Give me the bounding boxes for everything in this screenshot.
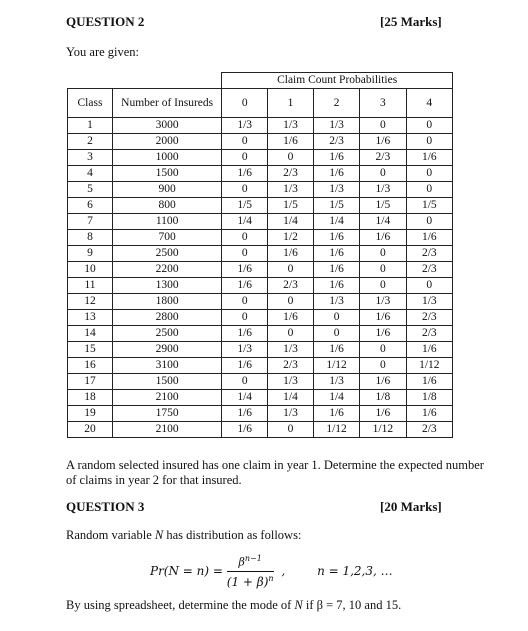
- question-3-marks: [20 Marks]: [380, 499, 442, 514]
- intro-suffix: has distribution as follows:: [163, 528, 302, 542]
- formula-denominator: [227, 572, 274, 589]
- question-2-title: QUESTION 2: [66, 14, 145, 29]
- probability-cell: 1/6: [406, 230, 452, 246]
- probability-cell: 0: [268, 262, 314, 278]
- insureds-cell: 2500: [112, 326, 221, 342]
- claim-count-header: 2: [313, 89, 359, 118]
- insureds-cell: 1500: [112, 166, 221, 182]
- probability-cell: 1/3: [268, 342, 314, 358]
- probability-cell: 0: [268, 326, 314, 342]
- numerator-exponent: n−1: [244, 554, 262, 563]
- class-cell: 15: [68, 342, 113, 358]
- probability-cell: 1/4: [268, 390, 314, 406]
- insureds-cell: 1500: [112, 374, 221, 390]
- probability-cell: 0: [360, 358, 406, 374]
- insureds-cell: 3000: [112, 118, 221, 134]
- question-3-intro: [66, 528, 301, 543]
- probability-cell: 1/6: [406, 406, 452, 422]
- probability-cell: 2/3: [406, 246, 452, 262]
- probability-cell: 1/4: [313, 214, 359, 230]
- probability-cell: 0: [360, 118, 406, 134]
- table-column-header-row: [68, 89, 453, 118]
- probability-cell: 0: [406, 278, 452, 294]
- insureds-cell: 900: [112, 182, 221, 198]
- probability-cell: 2/3: [406, 310, 452, 326]
- table-row: [68, 214, 453, 230]
- claim-count-header: 1: [268, 89, 314, 118]
- table-row: [68, 118, 453, 134]
- probability-cell: 1/2: [268, 230, 314, 246]
- probability-cell: 1/6: [406, 150, 452, 166]
- probability-cell: 1/3: [313, 374, 359, 390]
- probability-cell: 1/3: [360, 294, 406, 310]
- probability-cell: 0: [268, 150, 314, 166]
- probability-cell: 2/3: [268, 278, 314, 294]
- table-row: [68, 374, 453, 390]
- probability-cell: 1/3: [268, 374, 314, 390]
- table-row: [68, 150, 453, 166]
- probability-cell: 2/3: [406, 326, 452, 342]
- table-row: [68, 198, 453, 214]
- table-row: [68, 230, 453, 246]
- task-variable: N: [294, 598, 303, 612]
- probability-cell: 0: [222, 374, 268, 390]
- class-cell: 19: [68, 406, 113, 422]
- probability-cell: 1/6: [268, 134, 314, 150]
- class-cell: 8: [68, 230, 113, 246]
- probability-cell: 1/6: [360, 374, 406, 390]
- probability-cell: 0: [406, 214, 452, 230]
- probability-cell: 1/4: [222, 390, 268, 406]
- class-cell: 5: [68, 182, 113, 198]
- probability-cell: 0: [222, 150, 268, 166]
- probability-cell: 1/5: [360, 198, 406, 214]
- claim-count-table-body: [68, 118, 453, 438]
- insureds-cell: 700: [112, 230, 221, 246]
- probability-cell: 2/3: [360, 150, 406, 166]
- probability-cell: 1/3: [313, 182, 359, 198]
- table-group-header-row: [68, 73, 453, 89]
- class-cell: 12: [68, 294, 113, 310]
- probability-cell: 1/6: [313, 406, 359, 422]
- probability-cell: 0: [406, 118, 452, 134]
- probability-cell: 0: [222, 230, 268, 246]
- insureds-cell: 2100: [112, 390, 221, 406]
- insureds-cell: 1750: [112, 406, 221, 422]
- probability-cell: 2/3: [268, 358, 314, 374]
- insureds-cell: 2000: [112, 134, 221, 150]
- table-row: [68, 310, 453, 326]
- probability-cell: 1/6: [406, 342, 452, 358]
- probability-cell: 0: [222, 182, 268, 198]
- probability-cell: 0: [268, 294, 314, 310]
- probability-cell: 2/3: [406, 262, 452, 278]
- probability-cell: 1/3: [268, 182, 314, 198]
- probability-cell: 0: [222, 246, 268, 262]
- probability-cell: 2/3: [406, 422, 452, 438]
- probability-cell: 0: [222, 134, 268, 150]
- task-prefix: By using spreadsheet, determine the mode of: [66, 598, 295, 612]
- class-cell: 3: [68, 150, 113, 166]
- numerator-base: β: [238, 555, 245, 569]
- probability-cell: 1/3: [268, 118, 314, 134]
- probability-cell: 1/12: [360, 422, 406, 438]
- probability-cell: 2/3: [313, 134, 359, 150]
- table-row: [68, 358, 453, 374]
- class-cell: 16: [68, 358, 113, 374]
- probability-cell: 1/6: [406, 374, 452, 390]
- probability-cell: 1/12: [406, 358, 452, 374]
- insureds-cell: 1000: [112, 150, 221, 166]
- probability-cell: 1/6: [313, 262, 359, 278]
- probability-cell: 1/6: [313, 278, 359, 294]
- probability-cell: 0: [360, 246, 406, 262]
- probability-cell: 1/5: [222, 198, 268, 214]
- class-cell: 18: [68, 390, 113, 406]
- question-2-marks: [25 Marks]: [380, 14, 442, 29]
- probability-cell: 0: [406, 166, 452, 182]
- denominator-base: (1 + β): [226, 574, 269, 589]
- probability-cell: 1/6: [313, 246, 359, 262]
- table-row: [68, 262, 453, 278]
- table-row: [68, 390, 453, 406]
- probability-cell: 0: [360, 262, 406, 278]
- table-row: [68, 406, 453, 422]
- insureds-cell: 800: [112, 198, 221, 214]
- probability-cell: 0: [268, 422, 314, 438]
- probability-cell: 1/6: [222, 406, 268, 422]
- probability-cell: 1/8: [360, 390, 406, 406]
- probability-cell: 1/4: [222, 214, 268, 230]
- probability-cell: 0: [406, 134, 452, 150]
- probability-cell: 1/6: [313, 150, 359, 166]
- table-row: [68, 166, 453, 182]
- probability-cell: 1/6: [222, 262, 268, 278]
- probability-cell: 1/6: [268, 246, 314, 262]
- insureds-cell: 2500: [112, 246, 221, 262]
- probability-cell: 0: [360, 342, 406, 358]
- intro-variable: N: [154, 528, 164, 542]
- probability-cell: 1/3: [222, 342, 268, 358]
- table-row: [68, 342, 453, 358]
- probability-cell: 1/12: [313, 422, 359, 438]
- probability-cell: 1/6: [360, 134, 406, 150]
- probability-cell: 1/6: [222, 326, 268, 342]
- intro-prefix: Random variable: [66, 528, 155, 542]
- insureds-cell: 2200: [112, 262, 221, 278]
- question-2-intro: You are given:: [66, 45, 140, 59]
- table-row: [68, 326, 453, 342]
- insureds-column-header: Number of Insureds: [112, 89, 221, 118]
- formula-domain: n = 1,2,3, …: [317, 563, 393, 578]
- pmf-formula: Pr(N = n) = $\frac{\beta^{n-1}}{(1 + \beta)^n}$ , n = 1,2,3, …: [150, 554, 393, 589]
- claim-count-header: 0: [222, 89, 268, 118]
- probability-cell: 1/6: [313, 166, 359, 182]
- class-cell: 7: [68, 214, 113, 230]
- class-cell: 13: [68, 310, 113, 326]
- claim-count-header: 4: [406, 89, 452, 118]
- class-cell: 10: [68, 262, 113, 278]
- probability-cell: 1/3: [222, 118, 268, 134]
- table-row: [68, 422, 453, 438]
- insureds-cell: 2100: [112, 422, 221, 438]
- blank-corner-cell: [68, 73, 222, 89]
- probability-cell: 0: [360, 278, 406, 294]
- class-cell: 9: [68, 246, 113, 262]
- insureds-cell: 1300: [112, 278, 221, 294]
- claim-count-table: [67, 72, 453, 438]
- probability-cell: 1/6: [222, 278, 268, 294]
- probability-cell: 1/3: [313, 118, 359, 134]
- table-row: [68, 246, 453, 262]
- probability-cell: 0: [222, 294, 268, 310]
- probability-cell: 1/5: [313, 198, 359, 214]
- probability-cell: 1/4: [360, 214, 406, 230]
- table-row: [68, 134, 453, 150]
- class-cell: 17: [68, 374, 113, 390]
- formula-numerator: [227, 554, 274, 572]
- probability-cell: 1/5: [406, 198, 452, 214]
- probability-cell: 1/3: [406, 294, 452, 310]
- probability-cell: 1/4: [313, 390, 359, 406]
- probability-cell: 1/3: [268, 406, 314, 422]
- denominator-exponent: n: [268, 573, 274, 583]
- probability-cell: 1/8: [406, 390, 452, 406]
- class-cell: 6: [68, 198, 113, 214]
- question-2-task: A random selected insured has one claim in year 1. Determine the expected number of claims in year 2 for that insured.: [66, 458, 484, 487]
- formula-fraction: [227, 554, 274, 589]
- class-column-header: Class: [68, 89, 113, 118]
- probability-cell: 1/6: [222, 166, 268, 182]
- class-cell: 11: [68, 278, 113, 294]
- insureds-cell: 1800: [112, 294, 221, 310]
- probability-cell: 1/3: [313, 294, 359, 310]
- class-cell: 2: [68, 134, 113, 150]
- probability-cell: 0: [313, 310, 359, 326]
- probability-cell: 1/4: [268, 214, 314, 230]
- probability-cell: 1/6: [313, 230, 359, 246]
- claim-count-probabilities-header: Claim Count Probabilities: [222, 73, 453, 89]
- class-cell: 14: [68, 326, 113, 342]
- question-3-title: QUESTION 3: [66, 499, 145, 514]
- probability-cell: 1/6: [268, 310, 314, 326]
- probability-cell: 1/6: [360, 310, 406, 326]
- probability-cell: 1/6: [222, 422, 268, 438]
- insureds-cell: 2800: [112, 310, 221, 326]
- claim-count-header: 3: [360, 89, 406, 118]
- probability-cell: 2/3: [268, 166, 314, 182]
- class-cell: 20: [68, 422, 113, 438]
- probability-cell: 1/6: [360, 230, 406, 246]
- class-cell: 1: [68, 118, 113, 134]
- probability-cell: 1/12: [313, 358, 359, 374]
- table-row: [68, 278, 453, 294]
- task-suffix: if β = 7, 10 and 15.: [302, 598, 402, 612]
- probability-cell: 1/6: [313, 342, 359, 358]
- probability-cell: 1/6: [360, 406, 406, 422]
- probability-cell: 1/5: [268, 198, 314, 214]
- table-row: [68, 182, 453, 198]
- probability-cell: 1/6: [360, 326, 406, 342]
- probability-cell: 0: [406, 182, 452, 198]
- insureds-cell: 2900: [112, 342, 221, 358]
- formula-lhs: Pr(N = n) =: [150, 563, 223, 578]
- question-3-task: [66, 598, 401, 613]
- probability-cell: 0: [222, 310, 268, 326]
- probability-cell: 0: [313, 326, 359, 342]
- probability-cell: 1/6: [222, 358, 268, 374]
- probability-cell: 1/3: [360, 182, 406, 198]
- insureds-cell: 3100: [112, 358, 221, 374]
- insureds-cell: 1100: [112, 214, 221, 230]
- table-row: [68, 294, 453, 310]
- probability-cell: 0: [360, 166, 406, 182]
- class-cell: 4: [68, 166, 113, 182]
